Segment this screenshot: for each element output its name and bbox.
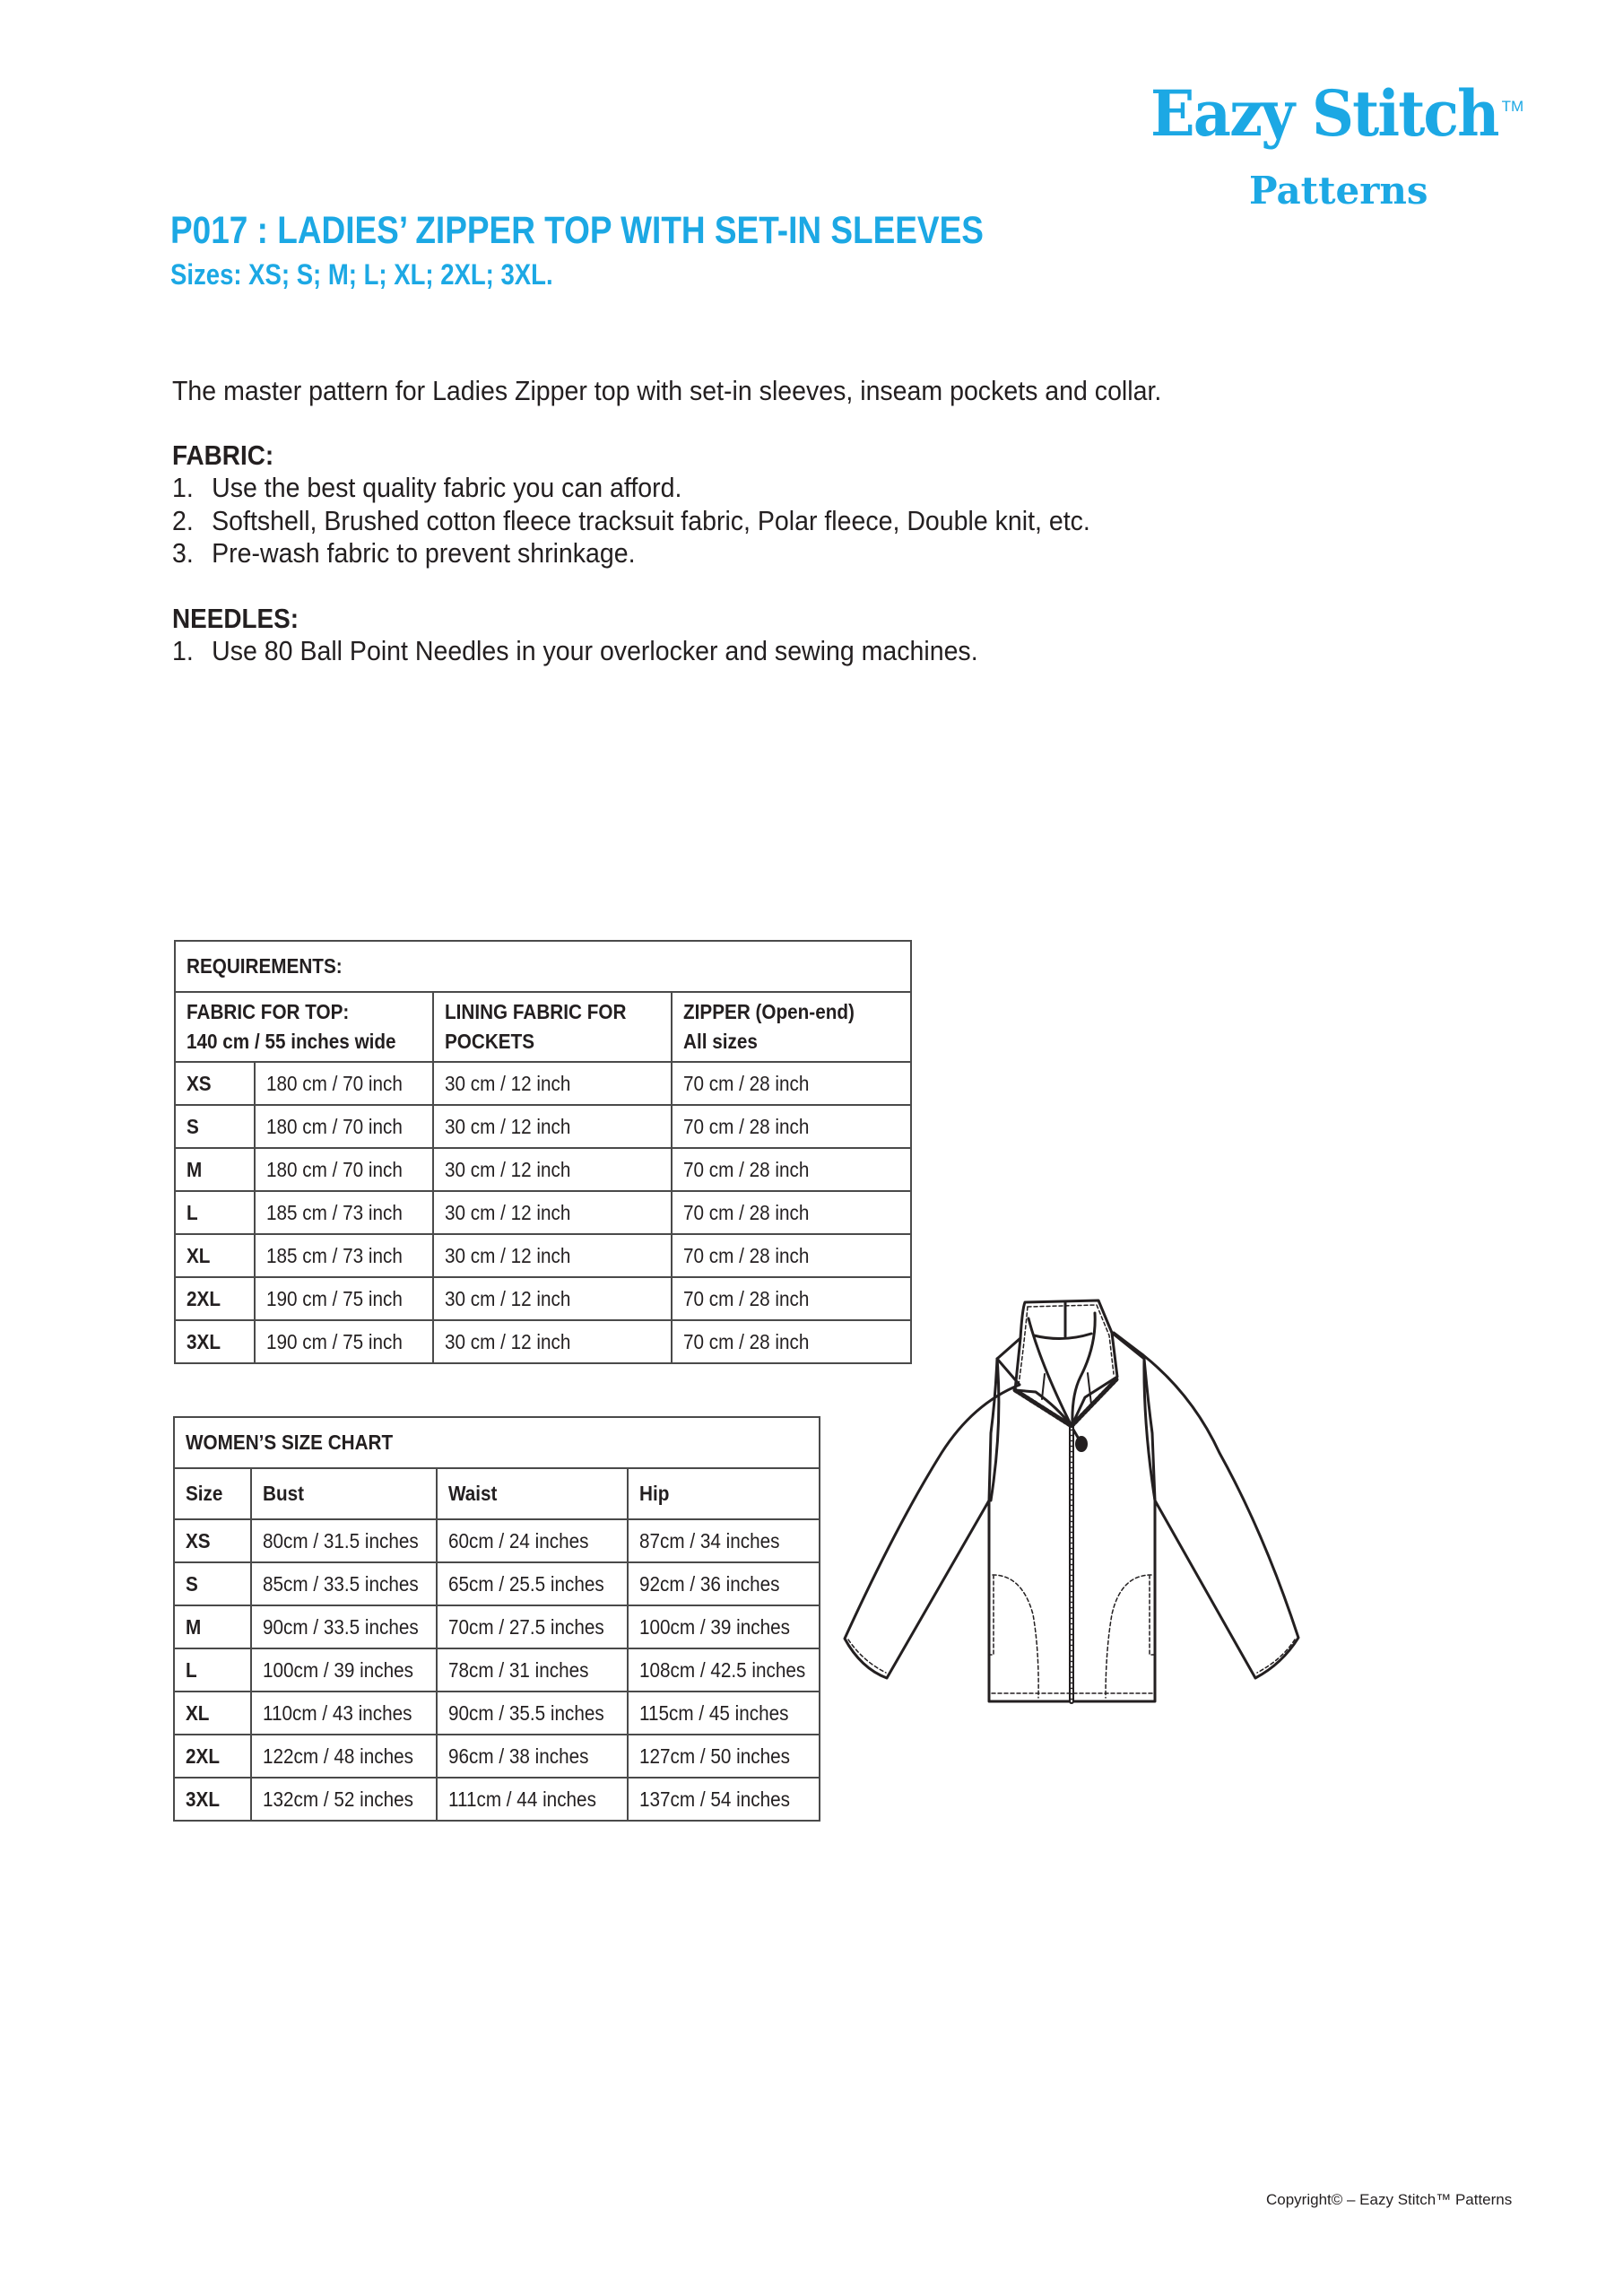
cell-bust: 80cm / 31.5 inches — [251, 1519, 437, 1562]
cell-fabric: 185 cm / 73 inch — [255, 1191, 433, 1234]
cell-waist: 70cm / 27.5 inches — [437, 1605, 628, 1648]
cell-zipper: 70 cm / 28 inch — [672, 1062, 911, 1105]
cell-zipper: 70 cm / 28 inch — [672, 1148, 911, 1191]
fabric-heading: FABRIC: — [172, 439, 274, 471]
list-text: Use 80 Ball Point Needles in your overlocker and sewing machines. — [212, 635, 978, 666]
right-pocket-icon — [1106, 1575, 1154, 1698]
cell-hip: 92cm / 36 inches — [628, 1562, 820, 1605]
right-sleeve-icon — [1114, 1333, 1298, 1678]
list-number: 3. — [172, 537, 194, 569]
womens-size-chart-table — [173, 1416, 820, 1822]
cell-size: XS — [175, 1062, 255, 1105]
header-lining: LINING FABRIC FOR POCKETS — [433, 992, 672, 1062]
cell-size: S — [174, 1562, 251, 1605]
cell-waist: 65cm / 25.5 inches — [437, 1562, 628, 1605]
cell-zipper: 70 cm / 28 inch — [672, 1320, 911, 1363]
left-pocket-icon — [989, 1575, 1038, 1698]
cell-zipper: 70 cm / 28 inch — [672, 1191, 911, 1234]
cell-waist: 111cm / 44 inches — [437, 1778, 628, 1821]
table-row — [174, 1692, 820, 1735]
brand-subtitle: Patterns — [1249, 169, 1428, 213]
header-bust: Bust — [251, 1468, 437, 1519]
table-header-row — [174, 1468, 820, 1519]
cell-size: XL — [174, 1692, 251, 1735]
header-waist: Waist — [437, 1468, 628, 1519]
cell-bust: 110cm / 43 inches — [251, 1692, 437, 1735]
cell-size: XS — [174, 1519, 251, 1562]
cell-size: XL — [175, 1234, 255, 1277]
table-row — [175, 1320, 911, 1363]
header-fabric: FABRIC FOR TOP: 140 cm / 55 inches wide — [175, 992, 433, 1062]
cell-lining: 30 cm / 12 inch — [433, 1277, 672, 1320]
cell-bust: 85cm / 33.5 inches — [251, 1562, 437, 1605]
cell-lining: 30 cm / 12 inch — [433, 1234, 672, 1277]
cell-hip: 100cm / 39 inches — [628, 1605, 820, 1648]
size-chart-title: WOMEN’S SIZE CHART — [174, 1417, 820, 1468]
cell-zipper: 70 cm / 28 inch — [672, 1277, 911, 1320]
cell-fabric: 190 cm / 75 inch — [255, 1320, 433, 1363]
header-size: Size — [174, 1468, 251, 1519]
brand-logo-block — [1150, 76, 1563, 213]
list-text: Use the best quality fabric you can afford. — [212, 472, 682, 503]
brand-trademark: TM — [1501, 98, 1524, 115]
cell-size: L — [175, 1191, 255, 1234]
table-row — [175, 1234, 911, 1277]
left-sleeve-icon — [845, 1359, 1020, 1678]
cell-size: L — [174, 1648, 251, 1692]
cell-size: S — [175, 1105, 255, 1148]
cell-lining: 30 cm / 12 inch — [433, 1320, 672, 1363]
table-row — [174, 1735, 820, 1778]
table-row — [175, 1191, 911, 1234]
fabric-item — [172, 507, 1090, 535]
list-number: 1. — [172, 635, 194, 666]
table-title-row — [174, 1417, 820, 1468]
cell-bust: 90cm / 33.5 inches — [251, 1605, 437, 1648]
cell-hip: 115cm / 45 inches — [628, 1692, 820, 1735]
cell-zipper: 70 cm / 28 inch — [672, 1105, 911, 1148]
cell-size: M — [175, 1148, 255, 1191]
cell-waist: 60cm / 24 inches — [437, 1519, 628, 1562]
table-header-row — [175, 992, 911, 1062]
header-hip: Hip — [628, 1468, 820, 1519]
needles-item — [172, 637, 978, 665]
cell-fabric: 180 cm / 70 inch — [255, 1148, 433, 1191]
needles-heading: NEEDLES: — [172, 603, 299, 634]
page-title: P017 : LADIES’ ZIPPER TOP WITH SET-IN SLEEVES — [170, 209, 984, 252]
table-row — [174, 1778, 820, 1821]
sizes-subtitle: Sizes: XS; S; M; L; XL; 2XL; 3XL. — [170, 258, 553, 291]
cell-size: 3XL — [174, 1778, 251, 1821]
intro-text: The master pattern for Ladies Zipper top with set-in sleeves, inseam pockets and collar. — [172, 375, 1162, 406]
cell-waist: 90cm / 35.5 inches — [437, 1692, 628, 1735]
table-row — [174, 1562, 820, 1605]
cell-size: 3XL — [175, 1320, 255, 1363]
cell-waist: 96cm / 38 inches — [437, 1735, 628, 1778]
cell-zipper: 70 cm / 28 inch — [672, 1234, 911, 1277]
table-row — [174, 1605, 820, 1648]
cell-fabric: 190 cm / 75 inch — [255, 1277, 433, 1320]
cell-hip: 137cm / 54 inches — [628, 1778, 820, 1821]
header-zipper: ZIPPER (Open-end) All sizes — [672, 992, 911, 1062]
table-row — [175, 1062, 911, 1105]
cell-fabric: 185 cm / 73 inch — [255, 1234, 433, 1277]
table-row — [175, 1277, 911, 1320]
table-title-row — [175, 941, 911, 992]
cell-lining: 30 cm / 12 inch — [433, 1105, 672, 1148]
table-row — [175, 1148, 911, 1191]
list-text: Pre-wash fabric to prevent shrinkage. — [212, 537, 636, 569]
requirements-title: REQUIREMENTS: — [175, 941, 911, 992]
brand-logo: Eazy Stitch — [1150, 76, 1498, 151]
zipper-jacket-flat-sketch-icon — [843, 1292, 1560, 1740]
cell-hip: 87cm / 34 inches — [628, 1519, 820, 1562]
cell-bust: 132cm / 52 inches — [251, 1778, 437, 1821]
cell-size: 2XL — [175, 1277, 255, 1320]
list-text: Softshell, Brushed cotton fleece tracksuit fabric, Polar fleece, Double knit, etc. — [212, 505, 1090, 536]
cell-fabric: 180 cm / 70 inch — [255, 1105, 433, 1148]
fabric-item — [172, 539, 636, 567]
cell-lining: 30 cm / 12 inch — [433, 1191, 672, 1234]
cell-fabric: 180 cm / 70 inch — [255, 1062, 433, 1105]
cell-size: 2XL — [174, 1735, 251, 1778]
cell-bust: 100cm / 39 inches — [251, 1648, 437, 1692]
cell-waist: 78cm / 31 inches — [437, 1648, 628, 1692]
list-number: 1. — [172, 472, 194, 503]
fabric-item — [172, 474, 681, 501]
cell-hip: 127cm / 50 inches — [628, 1735, 820, 1778]
table-row — [174, 1648, 820, 1692]
cell-size: M — [174, 1605, 251, 1648]
cell-lining: 30 cm / 12 inch — [433, 1062, 672, 1105]
requirements-table — [174, 940, 912, 1364]
cell-lining: 30 cm / 12 inch — [433, 1148, 672, 1191]
table-row — [174, 1519, 820, 1562]
list-number: 2. — [172, 505, 194, 536]
cell-bust: 122cm / 48 inches — [251, 1735, 437, 1778]
cell-hip: 108cm / 42.5 inches — [628, 1648, 820, 1692]
table-row — [175, 1105, 911, 1148]
copyright-footer: Copyright© – Eazy Stitch™ Patterns — [1266, 2191, 1513, 2208]
